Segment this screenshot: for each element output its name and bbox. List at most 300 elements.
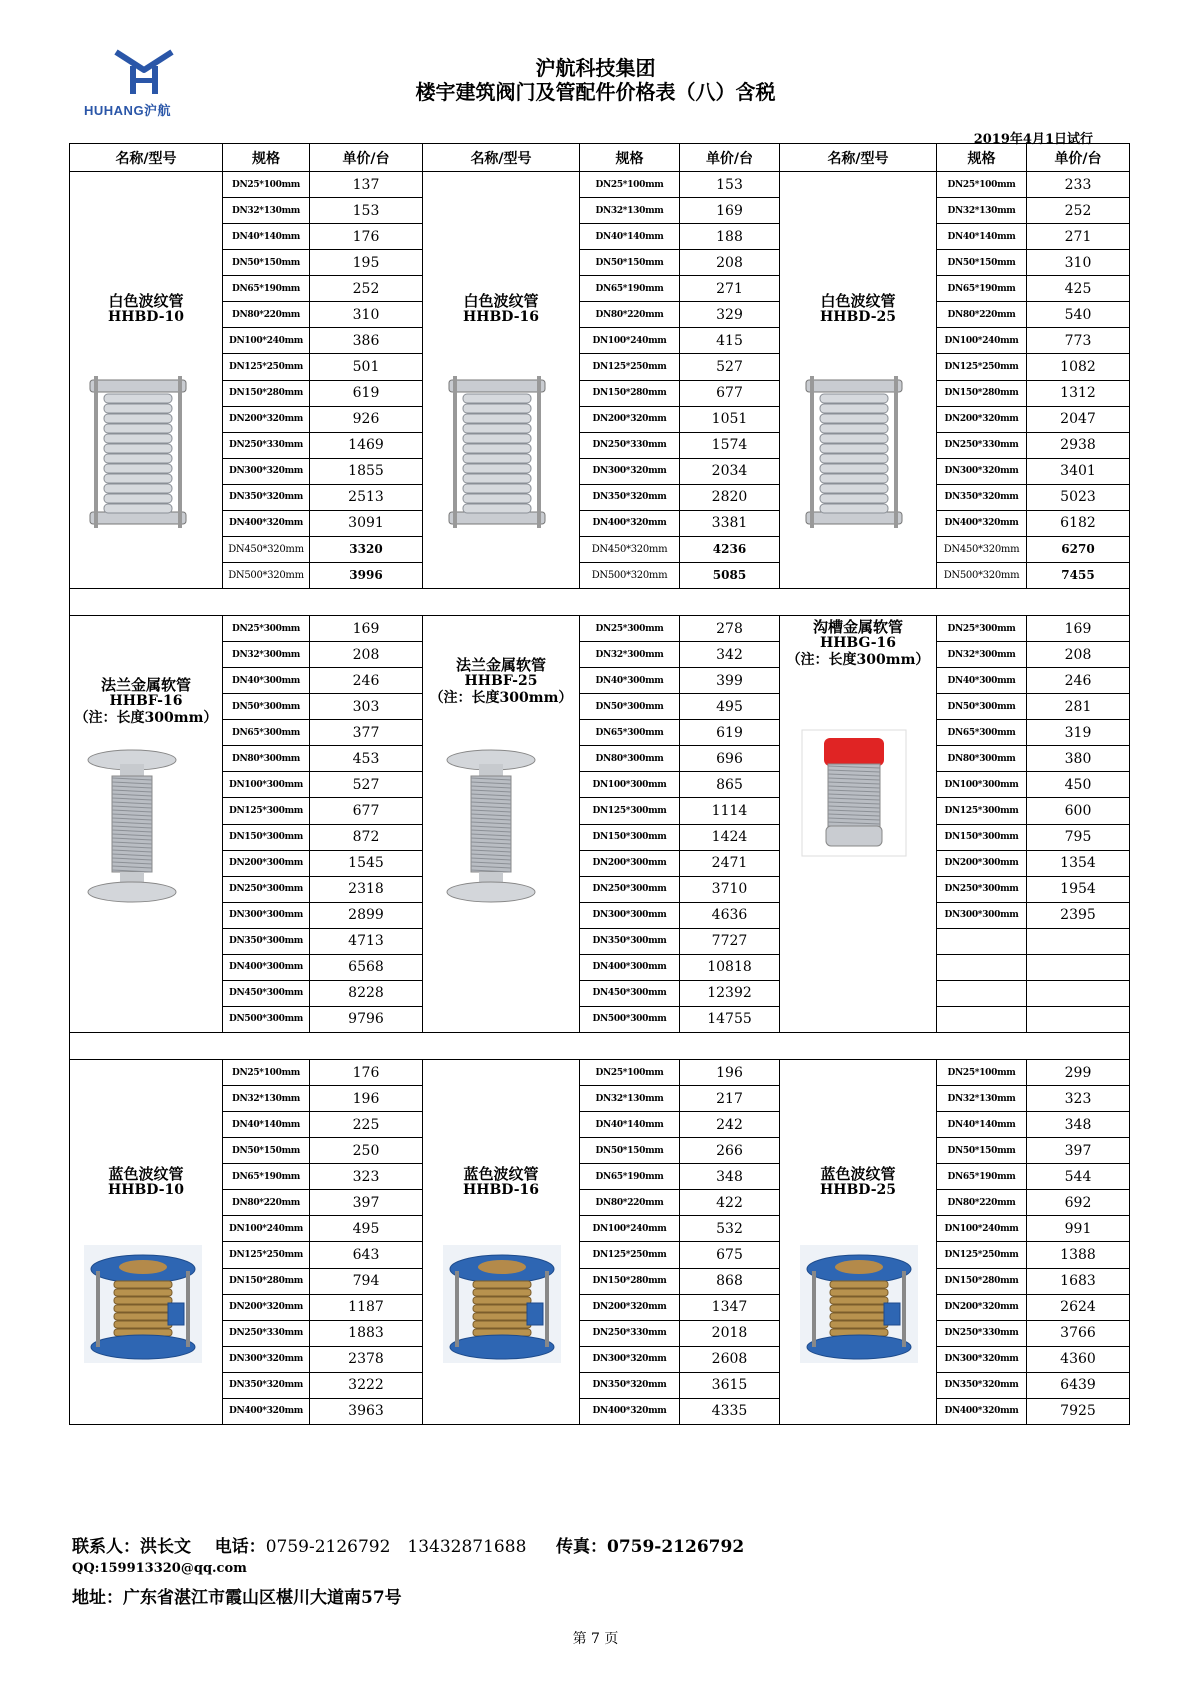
column-header: 规格 (937, 144, 1027, 172)
price-cell: 397 (310, 1190, 423, 1216)
price-cell: 2938 (1027, 432, 1130, 458)
effective-date: 2019年4月1日试行 (973, 132, 1093, 147)
spec-cell: DN250*330mm (937, 1320, 1027, 1346)
spec-cell: DN32*130mm (223, 198, 310, 224)
phone-label: 电话： (214, 1537, 266, 1557)
table-row (70, 432, 1130, 458)
table-row (70, 276, 1130, 302)
header-row (70, 144, 1130, 172)
spec-cell: DN80*220mm (580, 302, 680, 328)
spec-cell: DN250*330mm (223, 432, 310, 458)
spec-cell: DN250*330mm (937, 432, 1027, 458)
price-cell: 450 (1027, 772, 1130, 798)
empty-cell (1027, 980, 1130, 1006)
product-cell (70, 616, 223, 1033)
spec-cell: DN125*300mm (937, 798, 1027, 824)
table-row (70, 510, 1130, 536)
page-title: 楼宇建筑阀门及管配件价格表（八）含税 (415, 80, 776, 104)
spec-cell: DN200*320mm (223, 406, 310, 432)
price-cell: 4636 (680, 902, 780, 928)
empty-cell (937, 1006, 1027, 1032)
spec-cell: DN350*320mm (937, 484, 1027, 510)
price-cell: 501 (310, 354, 423, 380)
table-row (70, 980, 1130, 1006)
spec-cell: DN125*250mm (580, 1242, 680, 1268)
spec-cell: DN250*300mm (223, 876, 310, 902)
price-cell: 299 (1027, 1060, 1130, 1086)
price-cell: 323 (310, 1164, 423, 1190)
spec-cell: DN200*300mm (223, 850, 310, 876)
spec-cell: DN50*150mm (223, 1138, 310, 1164)
price-cell: 1347 (680, 1294, 780, 1320)
price-cell: 696 (680, 746, 780, 772)
spec-cell: DN100*300mm (580, 772, 680, 798)
price-cell: 271 (680, 276, 780, 302)
product-cell (423, 172, 580, 589)
price-cell: 380 (1027, 746, 1130, 772)
spec-cell: DN25*100mm (223, 1060, 310, 1086)
price-cell: 252 (310, 276, 423, 302)
price-cell: 794 (310, 1268, 423, 1294)
spec-cell: DN50*150mm (580, 250, 680, 276)
spec-cell: DN50*300mm (580, 694, 680, 720)
table-row (70, 928, 1130, 954)
spec-cell: DN65*190mm (580, 276, 680, 302)
spec-cell: DN50*150mm (580, 1138, 680, 1164)
spec-cell: DN32*300mm (223, 642, 310, 668)
price-cell: 2513 (310, 484, 423, 510)
spec-cell: DN32*300mm (580, 642, 680, 668)
blue-bellows-image (84, 1245, 202, 1367)
price-cell: 1545 (310, 850, 423, 876)
table-row (70, 1372, 1130, 1398)
fax-label: 传真： (555, 1537, 607, 1557)
price-cell: 2018 (680, 1320, 780, 1346)
spec-cell: DN200*300mm (580, 850, 680, 876)
spec-cell: DN300*320mm (937, 458, 1027, 484)
table-row (70, 458, 1130, 484)
price-cell: 217 (680, 1086, 780, 1112)
price-cell: 415 (680, 328, 780, 354)
spec-cell: DN40*140mm (937, 1112, 1027, 1138)
table-row (70, 824, 1130, 850)
phone-number: 0759-2126792 13432871688 (265, 1537, 527, 1557)
spec-cell: DN100*300mm (937, 772, 1027, 798)
spec-cell: DN150*300mm (580, 824, 680, 850)
spec-cell: DN50*150mm (937, 250, 1027, 276)
price-cell: 2624 (1027, 1294, 1130, 1320)
price-cell: 6270 (1027, 536, 1130, 562)
price-cell: 527 (310, 772, 423, 798)
price-cell: 926 (310, 406, 423, 432)
price-cell: 1388 (1027, 1242, 1130, 1268)
product-name: 法兰金属软管 (455, 656, 546, 674)
spec-cell: DN400*320mm (937, 510, 1027, 536)
spec-cell: DN500*320mm (580, 562, 680, 588)
spec-cell: DN350*320mm (580, 1372, 680, 1398)
spec-cell: DN50*150mm (223, 250, 310, 276)
price-cell: 225 (310, 1112, 423, 1138)
spec-cell: DN100*240mm (937, 328, 1027, 354)
table-row (70, 954, 1130, 980)
table-row (70, 1164, 1130, 1190)
spec-cell: DN150*280mm (223, 1268, 310, 1294)
price-cell: 1312 (1027, 380, 1130, 406)
spec-cell: DN25*100mm (580, 172, 680, 198)
price-cell: 2899 (310, 902, 423, 928)
spec-cell: DN65*300mm (223, 720, 310, 746)
table-row (70, 642, 1130, 668)
spec-cell: DN200*320mm (223, 1294, 310, 1320)
spec-cell: DN450*320mm (937, 536, 1027, 562)
spec-cell: DN400*320mm (937, 1398, 1027, 1424)
table-row (70, 1086, 1130, 1112)
price-cell: 600 (1027, 798, 1130, 824)
spec-cell: DN125*300mm (223, 798, 310, 824)
price-cell: 266 (680, 1138, 780, 1164)
price-cell: 196 (680, 1060, 780, 1086)
table-row (70, 250, 1130, 276)
spec-cell: DN150*300mm (223, 824, 310, 850)
spec-cell: DN32*130mm (580, 1086, 680, 1112)
price-cell: 3766 (1027, 1320, 1130, 1346)
price-cell: 2471 (680, 850, 780, 876)
spec-cell: DN80*220mm (937, 1190, 1027, 1216)
price-cell: 6182 (1027, 510, 1130, 536)
contact-label: 联系人： (72, 1537, 140, 1557)
price-cell: 872 (310, 824, 423, 850)
table-row (70, 694, 1130, 720)
price-cell: 3710 (680, 876, 780, 902)
spec-cell: DN200*300mm (937, 850, 1027, 876)
price-cell: 342 (680, 642, 780, 668)
table-row (70, 380, 1130, 406)
table-row (70, 536, 1130, 562)
price-cell: 795 (1027, 824, 1130, 850)
price-cell: 619 (680, 720, 780, 746)
price-cell: 242 (680, 1112, 780, 1138)
spec-cell: DN500*320mm (937, 562, 1027, 588)
column-header: 单价/台 (680, 144, 780, 172)
product-model: HHBF-16 (109, 693, 183, 709)
product-note: （注：长度300mm） (786, 652, 930, 669)
price-cell: 4335 (680, 1398, 780, 1424)
product-model: HHBD-10 (108, 1182, 184, 1198)
spec-cell: DN80*220mm (223, 1190, 310, 1216)
price-cell: 5085 (680, 562, 780, 588)
spec-cell: DN40*300mm (937, 668, 1027, 694)
product-name: 白色波纹管 (820, 292, 896, 310)
price-cell: 422 (680, 1190, 780, 1216)
price-cell: 303 (310, 694, 423, 720)
blue-bellows-image (800, 1245, 918, 1367)
price-cell: 153 (310, 198, 423, 224)
section-spacer (70, 589, 1130, 616)
product-cell (423, 616, 580, 1033)
price-cell: 2047 (1027, 406, 1130, 432)
empty-cell (937, 928, 1027, 954)
spec-cell: DN400*300mm (223, 954, 310, 980)
price-cell: 453 (310, 746, 423, 772)
table-row (70, 1006, 1130, 1032)
table-row (70, 772, 1130, 798)
company-name: 沪航科技集团 (535, 56, 656, 80)
table-row (70, 1294, 1130, 1320)
spec-cell: DN80*300mm (223, 746, 310, 772)
price-cell: 7727 (680, 928, 780, 954)
price-cell: 1051 (680, 406, 780, 432)
price-cell: 1954 (1027, 876, 1130, 902)
price-cell: 7925 (1027, 1398, 1130, 1424)
product-cell (780, 616, 937, 1033)
table-row (70, 302, 1130, 328)
product-model: HHBD-16 (463, 1182, 539, 1198)
spec-cell: DN125*250mm (937, 1242, 1027, 1268)
spec-cell: DN25*100mm (937, 172, 1027, 198)
price-cell: 169 (680, 198, 780, 224)
table-row (70, 1190, 1130, 1216)
spec-cell: DN40*140mm (580, 1112, 680, 1138)
product-label (70, 676, 222, 728)
price-cell: 2395 (1027, 902, 1130, 928)
spec-cell: DN32*130mm (937, 1086, 1027, 1112)
price-cell: 6439 (1027, 1372, 1130, 1398)
price-cell: 310 (1027, 250, 1130, 276)
table-row (70, 876, 1130, 902)
price-cell: 1683 (1027, 1268, 1130, 1294)
table-row (70, 720, 1130, 746)
price-cell: 619 (310, 380, 423, 406)
product-name: 蓝色波纹管 (820, 1165, 896, 1183)
spec-cell: DN300*300mm (223, 902, 310, 928)
product-model: HHBG-16 (819, 635, 897, 651)
table-row (70, 1060, 1130, 1086)
price-cell: 246 (1027, 668, 1130, 694)
spec-cell: DN65*190mm (937, 1164, 1027, 1190)
price-cell: 544 (1027, 1164, 1130, 1190)
price-cell: 865 (680, 772, 780, 798)
price-cell: 386 (310, 328, 423, 354)
spec-cell: DN300*320mm (937, 1346, 1027, 1372)
product-cell (780, 1060, 937, 1425)
product-name: 白色波纹管 (463, 292, 539, 310)
spec-cell: DN40*140mm (580, 224, 680, 250)
table-row (70, 902, 1130, 928)
price-cell: 868 (680, 1268, 780, 1294)
product-model: HHBF-25 (464, 673, 538, 689)
price-cell: 1424 (680, 824, 780, 850)
price-cell: 319 (1027, 720, 1130, 746)
spec-cell: DN25*100mm (580, 1060, 680, 1086)
price-cell: 3615 (680, 1372, 780, 1398)
spec-cell: DN300*320mm (223, 1346, 310, 1372)
price-cell: 377 (310, 720, 423, 746)
table-row (70, 1268, 1130, 1294)
price-cell: 14755 (680, 1006, 780, 1032)
qq-email: QQ:159913320@qq.com (72, 1561, 247, 1576)
price-cell: 176 (310, 224, 423, 250)
spec-cell: DN80*300mm (580, 746, 680, 772)
product-label (423, 292, 579, 325)
price-cell: 425 (1027, 276, 1130, 302)
spec-cell: DN50*150mm (937, 1138, 1027, 1164)
spec-cell: DN250*330mm (580, 1320, 680, 1346)
column-header: 单价/台 (310, 144, 423, 172)
product-model: HHBD-25 (820, 309, 896, 325)
price-cell: 7455 (1027, 562, 1130, 588)
price-cell: 196 (310, 1086, 423, 1112)
product-cell (70, 172, 223, 589)
spec-cell: DN32*130mm (223, 1086, 310, 1112)
spec-cell: DN25*300mm (937, 616, 1027, 642)
spec-cell: DN40*140mm (223, 224, 310, 250)
address: 地址：广东省湛江市霞山区椹川大道南57号 (72, 1588, 402, 1608)
product-model: HHBD-16 (463, 309, 539, 325)
spec-cell: DN100*240mm (937, 1216, 1027, 1242)
price-cell: 1114 (680, 798, 780, 824)
price-cell: 3222 (310, 1372, 423, 1398)
price-cell: 3381 (680, 510, 780, 536)
contact-line (72, 1532, 744, 1557)
price-cell: 208 (310, 642, 423, 668)
spec-cell: DN125*250mm (937, 354, 1027, 380)
spec-cell: DN125*250mm (223, 1242, 310, 1268)
empty-cell (1027, 954, 1130, 980)
price-cell: 677 (680, 380, 780, 406)
spec-cell: DN250*300mm (937, 876, 1027, 902)
product-label (780, 1165, 936, 1198)
price-cell: 397 (1027, 1138, 1130, 1164)
spec-cell: DN450*300mm (223, 980, 310, 1006)
blue-bellows-image (443, 1245, 561, 1367)
spec-cell: DN40*300mm (580, 668, 680, 694)
flange-hose-image (84, 746, 180, 910)
spec-cell: DN65*300mm (580, 720, 680, 746)
product-label (423, 656, 579, 708)
price-cell: 169 (310, 616, 423, 642)
flange-hose-image (443, 746, 539, 910)
spec-cell: DN32*130mm (937, 198, 1027, 224)
spec-cell: DN150*280mm (223, 380, 310, 406)
spec-cell: DN250*330mm (223, 1320, 310, 1346)
price-table-body (70, 144, 1130, 1425)
price-cell: 4713 (310, 928, 423, 954)
spec-cell: DN65*190mm (223, 1164, 310, 1190)
column-header: 名称/型号 (70, 144, 223, 172)
column-header: 单价/台 (1027, 144, 1130, 172)
spec-cell: DN100*240mm (580, 1216, 680, 1242)
spec-cell: DN32*300mm (937, 642, 1027, 668)
spec-cell: DN65*300mm (937, 720, 1027, 746)
price-cell: 5023 (1027, 484, 1130, 510)
price-cell: 677 (310, 798, 423, 824)
price-cell: 1574 (680, 432, 780, 458)
price-cell: 329 (680, 302, 780, 328)
product-name: 白色波纹管 (108, 292, 184, 310)
price-cell: 1883 (310, 1320, 423, 1346)
product-name: 蓝色波纹管 (108, 1165, 184, 1183)
spec-cell: DN200*320mm (580, 406, 680, 432)
spec-cell: DN150*280mm (937, 1268, 1027, 1294)
product-note: （注：长度300mm） (74, 710, 218, 727)
price-cell: 208 (680, 250, 780, 276)
price-cell: 176 (310, 1060, 423, 1086)
spec-cell: DN450*320mm (580, 536, 680, 562)
price-cell: 10818 (680, 954, 780, 980)
spec-cell: DN100*240mm (223, 328, 310, 354)
table-row (70, 1320, 1130, 1346)
section-spacer (70, 1033, 1130, 1060)
spec-cell: DN125*250mm (223, 354, 310, 380)
spec-cell: DN300*300mm (937, 902, 1027, 928)
spec-cell: DN150*280mm (937, 380, 1027, 406)
price-cell: 1187 (310, 1294, 423, 1320)
price-cell: 233 (1027, 172, 1130, 198)
table-row (70, 1138, 1130, 1164)
spec-cell: DN40*300mm (223, 668, 310, 694)
spec-cell: DN50*300mm (223, 694, 310, 720)
price-cell: 1855 (310, 458, 423, 484)
spec-cell: DN65*190mm (223, 276, 310, 302)
spec-cell: DN25*100mm (223, 172, 310, 198)
product-label (780, 292, 936, 325)
table-row (70, 562, 1130, 588)
empty-cell (937, 980, 1027, 1006)
white-bellows-image (800, 372, 908, 536)
table-row (70, 406, 1130, 432)
spec-cell: DN350*320mm (937, 1372, 1027, 1398)
spec-cell: DN25*100mm (937, 1060, 1027, 1086)
spec-cell: DN300*320mm (223, 458, 310, 484)
spec-cell: DN250*330mm (580, 432, 680, 458)
product-name: 蓝色波纹管 (463, 1165, 539, 1183)
spec-cell: DN350*300mm (580, 928, 680, 954)
column-header: 规格 (223, 144, 310, 172)
table-row (70, 1398, 1130, 1424)
product-label (780, 618, 936, 670)
spec-cell: DN450*300mm (580, 980, 680, 1006)
spec-cell: DN250*300mm (580, 876, 680, 902)
price-cell: 3091 (310, 510, 423, 536)
product-cell (70, 1060, 223, 1425)
price-cell: 195 (310, 250, 423, 276)
price-cell: 310 (310, 302, 423, 328)
spec-cell: DN300*320mm (580, 1346, 680, 1372)
price-cell: 281 (1027, 694, 1130, 720)
column-header: 规格 (580, 144, 680, 172)
spec-cell: DN200*320mm (937, 406, 1027, 432)
page-number: 第 7 页 (572, 1631, 619, 1647)
spec-cell: DN65*190mm (580, 1164, 680, 1190)
price-cell: 3401 (1027, 458, 1130, 484)
price-cell: 2820 (680, 484, 780, 510)
spec-cell: DN80*220mm (937, 302, 1027, 328)
white-bellows-image (443, 372, 551, 536)
spec-cell: DN80*220mm (223, 302, 310, 328)
price-cell: 278 (680, 616, 780, 642)
price-cell: 532 (680, 1216, 780, 1242)
price-table (69, 143, 1130, 1425)
price-cell: 252 (1027, 198, 1130, 224)
table-row (70, 1346, 1130, 1372)
price-cell: 1082 (1027, 354, 1130, 380)
table-row (70, 1242, 1130, 1268)
fax-number: 0759-2126792 (606, 1537, 745, 1557)
price-cell: 188 (680, 224, 780, 250)
product-cell (780, 172, 937, 589)
price-cell: 3963 (310, 1398, 423, 1424)
price-cell: 208 (1027, 642, 1130, 668)
